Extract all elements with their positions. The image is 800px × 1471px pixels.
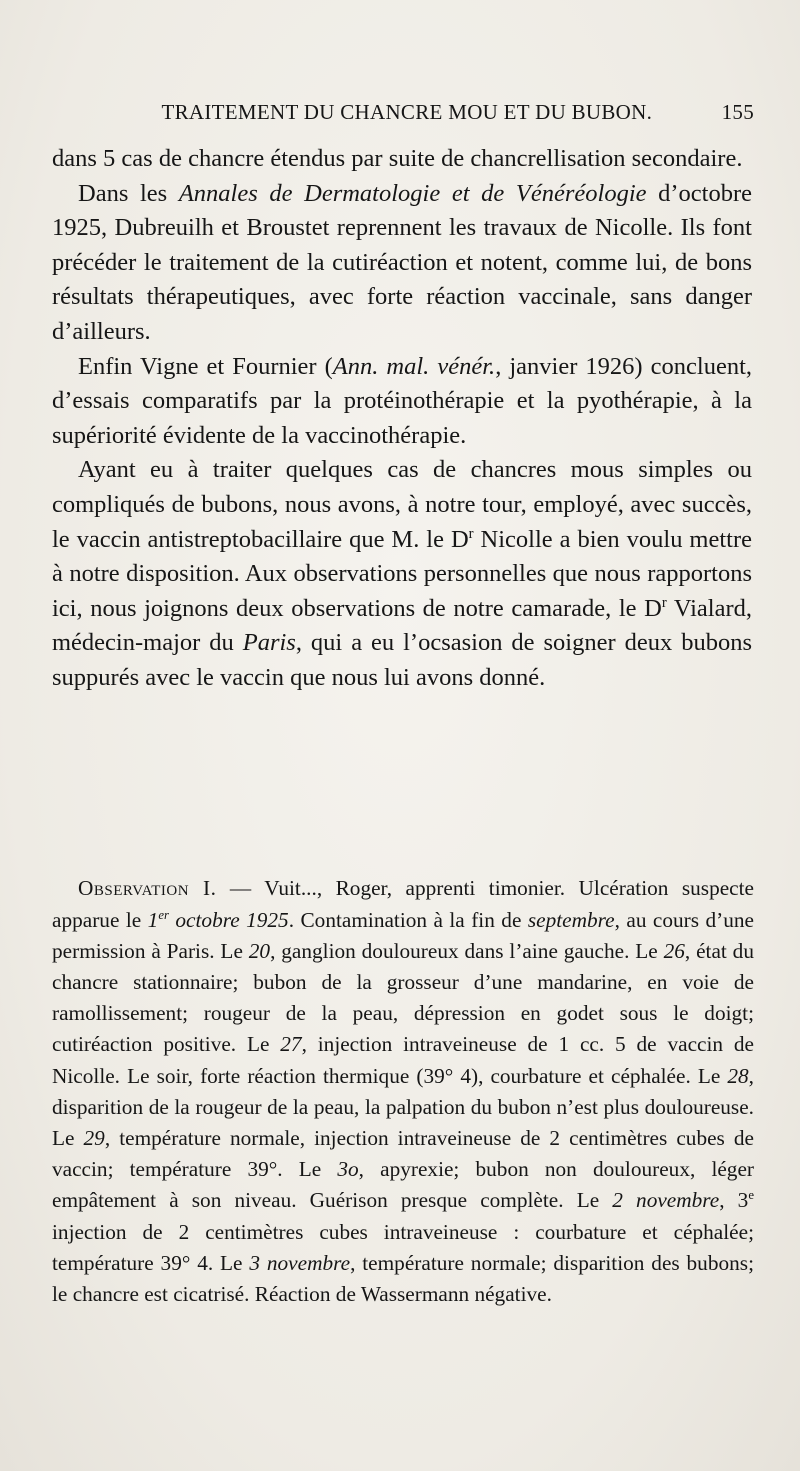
observation-text: , disparition de la rougeur de la peau, la palpation du bubon n’est plus douloureuse. Le — [52, 1063, 754, 1150]
paragraph-2 — [52, 177, 752, 350]
observation-date: septembre — [527, 907, 615, 932]
observation-text: , ganglion douloureux dans l’aine gauche. Le — [270, 938, 664, 963]
observation-text: , 3 — [719, 1188, 749, 1213]
superscript: e — [748, 1188, 754, 1203]
observation-text: , température normale, injection intraveineuse de 2 centimètres cubes de vaccin; température 39°. Le — [52, 1125, 754, 1182]
observation-text: — Vuit..., Roger, apprenti timonier. Ulcération suspecte apparue le — [52, 876, 755, 932]
observation-text: , injection intraveineuse de 1 cc. 5 de vaccin de Nicolle. Le soir, forte réaction thermique (39° 4), courbature et céphalée. Le — [52, 1032, 754, 1088]
observation-text: , état du chancre stationnaire; bubon de la grosseur d’une mandarine, en voie de ramollissement; rougeur de la peau, dépression en godet sous le doigt; cutiréaction positive. Le — [52, 938, 754, 1057]
running-title: TRAITEMENT DU CHANCRE MOU ET DU BUBON. — [161, 100, 653, 124]
paragraph-4-text: , qui a eu l’ocsasion de soigner deux bubons suppurés avec le vaccin que nous lui avons donné. — [52, 629, 752, 691]
observation-date: 3 novembre — [249, 1250, 351, 1275]
journal-title: Annales de Dermatologie et de Vénéréologie — [178, 179, 647, 207]
observation-date: 1er octobre 1925 — [147, 907, 289, 932]
superscript: r — [661, 594, 667, 611]
observation-date: 2 novembre — [612, 1188, 720, 1213]
observation-date: 26 — [663, 938, 685, 963]
paragraph-2-text: Dans les — [78, 179, 179, 207]
paragraph-3-text: , janvier 1926) concluent, d’essais comparatifs par la protéinothérapie et la pyothérapie, à la supériorité évidente de la vaccinothérapie. — [52, 352, 752, 449]
paragraph-4-text: Ayant eu à traiter quelques cas de chancres mous simples ou compliqués de bubons, nous avons, à notre tour, employé, avec succès, le vaccin antistreptobacillaire que M. le D — [52, 456, 752, 553]
observation-text: , apyrexie; bubon non douloureux, léger empâtement à son niveau. Guérison presque complète. Le — [52, 1157, 755, 1213]
journal-title: Ann. mal. vénér. — [332, 352, 496, 380]
paragraph-1-text: dans 5 cas de chancre étendus par suite de chancrellisation secondaire. — [52, 145, 743, 172]
paragraph-3-text: Enfin Vigne et Fournier ( — [78, 352, 333, 380]
observation-date: 20 — [248, 938, 271, 963]
page-number: 155 — [721, 100, 754, 124]
observation-label: Observation I. — [78, 876, 217, 901]
observation-date: 29 — [83, 1125, 105, 1150]
observation-text: . Contamination à la fin de — [288, 907, 528, 932]
observation-date: 28 — [727, 1063, 749, 1088]
paragraph-4-text: Vialard, médecin-major du — [52, 594, 752, 657]
paragraph-3 — [52, 350, 752, 454]
observation-text: , température normale; disparition des bubons; le chancre est cicatrisé. Réaction de Wassermann négative. — [52, 1250, 754, 1306]
observation-text: , au cours d’une permission à Paris. Le — [52, 907, 754, 963]
paragraph-1 — [52, 142, 752, 177]
paragraph-4-text: Nicolle a bien voulu mettre à notre disposition. Aux observations personnelles que nous rapportons ici, nous joignons deux observations de notre camarade, le D — [52, 525, 752, 622]
observation-date: 27 — [280, 1032, 302, 1057]
observation-1 — [52, 873, 754, 1310]
paragraph-2-text: d’octobre 1925, Dubreuilh et Broustet reprennent les travaux de Nicolle. Ils font précéder le traitement de la cutiréaction et notent, comme lui, de bons résultats thérapeutiques, avec forte réaction vaccinale, sans danger d’ailleurs. — [52, 179, 753, 345]
observation-text: injection de 2 centimètres cubes intraveineuse : courbature et céphalée; température 39° 4. Le — [52, 1219, 754, 1275]
main-text — [52, 142, 752, 696]
page-header — [52, 100, 754, 125]
paragraph-4 — [52, 453, 752, 695]
observation-date: 3o — [337, 1157, 359, 1182]
superscript: r — [468, 525, 474, 542]
ship-name: Paris — [242, 629, 296, 657]
